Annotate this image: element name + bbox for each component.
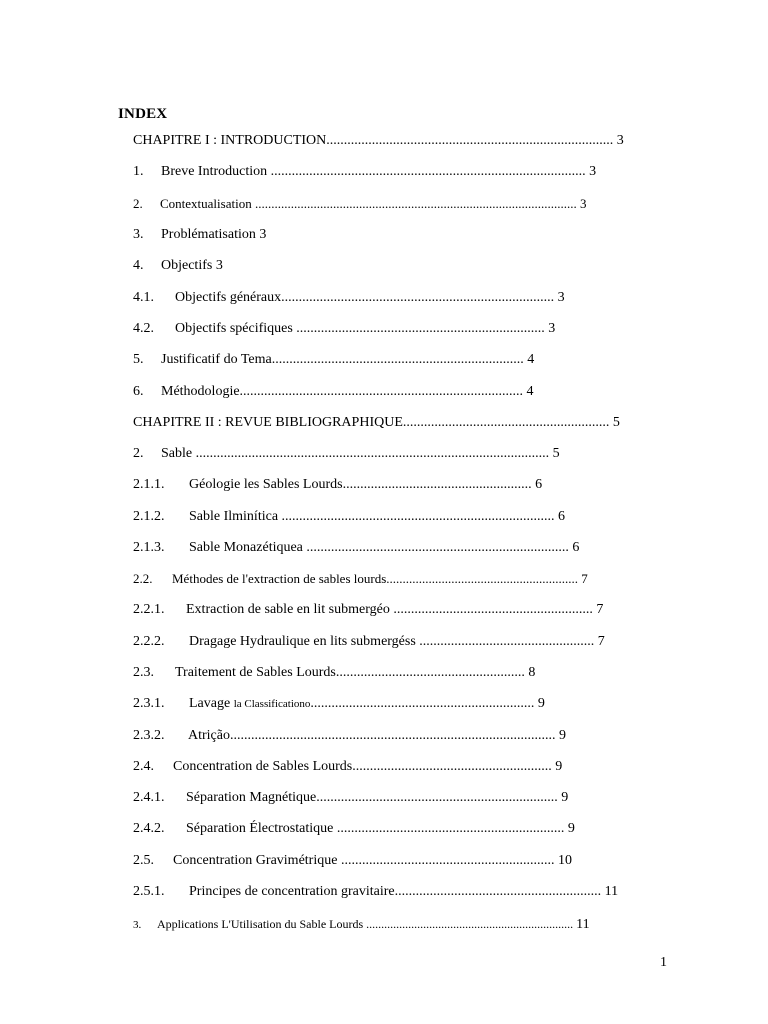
index-title: INDEX	[118, 106, 168, 122]
toc-entry-number: 2.5.1.	[133, 884, 165, 899]
toc-entry-dots: ......................................................	[342, 477, 532, 492]
toc-entry-number: 2.	[133, 196, 143, 211]
toc-entry-dots: ...................................................................................................	[254, 196, 577, 211]
toc-entry-text: Géologie les Sables Lourds	[189, 477, 343, 492]
toc-entry-dots: .............................................................................................	[229, 728, 556, 743]
toc-entry-number: 2.2.1.	[133, 602, 165, 617]
toc-entry-page: 6	[572, 540, 580, 555]
toc-entry-number: 2.4.1.	[133, 790, 165, 805]
toc-entry-1	[133, 163, 596, 181]
toc-entry-page: 6	[535, 477, 543, 492]
toc-entry-number: 3.	[133, 227, 144, 242]
toc-entry-dots: .........................................................	[393, 602, 593, 617]
toc-entry-dots: ........................................................................	[271, 352, 524, 367]
toc-entry-page: 3	[579, 196, 587, 211]
toc-entry-text: Sable Monazétiquea	[189, 540, 303, 555]
toc-entry-text: Dragage Hydraulique en lits submergéss	[189, 634, 416, 649]
toc-entry-dots: ..............................................................................	[281, 509, 555, 524]
toc-entry-page: 7	[597, 634, 605, 649]
toc-entry-number: 2.1.2.	[133, 509, 165, 524]
toc-entry-number: 4.	[133, 258, 144, 273]
toc-entry-page: 9	[561, 790, 569, 805]
toc-entry-dots: ..........................................................................................	[270, 164, 586, 179]
toc-entry-page: 7	[596, 602, 604, 617]
toc-entry-text: Breve Introduction	[161, 164, 268, 179]
toc-entry-3-applications	[133, 915, 590, 934]
toc-entry-dots: ......................................................	[335, 665, 525, 680]
toc-entry-text: Méthodes de l'extraction de sables lourds	[172, 571, 387, 586]
toc-entry-dots: ...........................................................	[386, 571, 579, 586]
toc-entry-number: 2.3.	[133, 665, 154, 680]
toc-entry-number: 6.	[133, 384, 144, 399]
toc-entry-dots: ..................................................................................	[326, 133, 614, 148]
toc-entry-text: Concentration Gravimétrique	[173, 853, 338, 868]
toc-entry-2-sable	[133, 445, 560, 463]
toc-entry-page: 9	[567, 821, 575, 836]
toc-entry-number: 2.2.2.	[133, 634, 165, 649]
toc-entry-page: 4	[527, 352, 535, 367]
toc-entry-page: 3	[548, 321, 556, 336]
toc-entry-text: Lavage	[189, 696, 231, 711]
toc-entry-text: Atrição	[188, 728, 230, 743]
toc-entry-2-5	[133, 852, 572, 870]
toc-entry-2-2	[133, 570, 588, 588]
toc-entry-subtext: la Classificationo	[233, 698, 311, 710]
toc-entry-text: Sable	[161, 446, 193, 461]
toc-entry-number: 4.2.	[133, 321, 154, 336]
toc-entry-text: Concentration de Sables Lourds	[173, 759, 353, 774]
toc-entry-text: CHAPITRE I : INTRODUCTION	[133, 133, 327, 148]
toc-entry-chapitre-2	[133, 414, 620, 432]
toc-entry-2-5-1	[133, 883, 618, 901]
toc-entry-page: 7	[581, 571, 588, 586]
toc-entry-4-2	[133, 320, 555, 338]
toc-entry-2-1-1	[133, 476, 542, 494]
toc-entry-number: 2.4.	[133, 759, 154, 774]
toc-entry-page: 5	[552, 446, 560, 461]
toc-entry-page: 3	[557, 290, 565, 305]
toc-entry-dots: .......................................................................	[296, 321, 545, 336]
toc-entry-dots: .....................................................................	[316, 790, 558, 805]
toc-entry-2-1-3	[133, 539, 579, 557]
toc-entry-2-3	[133, 664, 535, 682]
toc-entry-number: 2.1.1.	[133, 477, 165, 492]
toc-entry-2-2-2	[133, 633, 605, 651]
toc-entry-page: 8	[528, 665, 536, 680]
toc-entry-page: 3	[589, 164, 597, 179]
toc-entry-page: 11	[576, 917, 590, 932]
toc-entry-page: 11	[604, 884, 619, 899]
toc-entry-2-1-2	[133, 508, 565, 526]
toc-entry-number: 2.3.1.	[133, 696, 165, 711]
toc-entry-2-3-2	[133, 727, 566, 745]
toc-entry-6	[133, 383, 534, 401]
toc-entry-number: 2.4.2.	[133, 821, 165, 836]
toc-entry-2-4	[133, 758, 562, 776]
toc-entry-dots: ................................................................	[310, 696, 535, 711]
toc-entry-text: Applications L'Utilisation du Sable Lourds	[157, 917, 364, 931]
toc-entry-text: Traitement de Sables Lourds	[175, 665, 336, 680]
toc-entry-text: Extraction de sable en lit submergéo	[186, 602, 390, 617]
toc-entry-dots: .....................................................................................................	[195, 446, 550, 461]
toc-entry-text: Méthodologie	[161, 384, 240, 399]
toc-entry-text: Séparation Magnétique	[186, 790, 317, 805]
toc-entry-text: Séparation Électrostatique	[186, 821, 334, 836]
toc-entry-5	[133, 351, 534, 369]
toc-entry-page: 9	[555, 759, 563, 774]
page-number: 1	[660, 955, 667, 970]
toc-entry-number: 2.5.	[133, 853, 154, 868]
toc-entry-page: 10	[557, 853, 572, 868]
toc-entry-page: 5	[612, 415, 620, 430]
toc-entry-page: 6	[558, 509, 566, 524]
toc-entry-number: 5.	[133, 352, 144, 367]
toc-entry-dots: .............................................................	[340, 853, 555, 868]
toc-entry-number: 2.3.2.	[133, 728, 165, 743]
toc-entry-dots: ..................................................	[419, 634, 595, 649]
toc-entry-text: Objectifs spécifiques	[175, 321, 293, 336]
toc-entry-text: Problématisation 3	[161, 227, 267, 242]
toc-entry-text: Objectifs généraux	[175, 290, 282, 305]
toc-entry-number: 3.	[133, 919, 142, 931]
toc-entry-3	[133, 226, 266, 244]
toc-entry-2	[133, 195, 586, 213]
toc-entry-text: Principes de concentration gravitaire	[189, 884, 395, 899]
toc-entry-number: 1.	[133, 164, 144, 179]
toc-entry-number: 2.2.	[133, 571, 153, 586]
toc-entry-2-3-1	[133, 695, 545, 713]
toc-entry-dots: .................................................................................	[239, 384, 524, 399]
toc-entry-page: 4	[526, 384, 534, 399]
toc-entry-number: 4.1.	[133, 290, 154, 305]
toc-entry-dots: .....................................................................	[366, 917, 574, 931]
toc-entry-2-4-2	[133, 820, 575, 838]
toc-entry-text: Contextualisation	[160, 196, 252, 211]
toc-entry-2-4-1	[133, 789, 568, 807]
toc-entry-dots: ...........................................................................	[306, 540, 569, 555]
toc-entry-dots: ..............................................................................	[281, 290, 555, 305]
toc-entry-page: 9	[537, 696, 545, 711]
toc-entry-page: 3	[616, 133, 624, 148]
toc-entry-4	[133, 257, 223, 275]
toc-entry-page: 9	[558, 728, 566, 743]
toc-entry-text: CHAPITRE II : REVUE BIBLIOGRAPHIQUE	[133, 415, 403, 430]
toc-entry-number: 2.	[133, 446, 144, 461]
toc-entry-text: Justificatif do Tema	[161, 352, 272, 367]
toc-entry-4-1	[133, 289, 565, 307]
toc-entry-text: Objectifs 3	[161, 258, 223, 273]
toc-entry-dots: ...........................................................	[394, 884, 602, 899]
toc-entry-dots: .........................................................	[352, 759, 552, 774]
toc-entry-chapitre-1	[133, 132, 624, 150]
toc-entry-text: Sable Ilminítica	[189, 509, 279, 524]
toc-entry-dots: .................................................................	[336, 821, 565, 836]
toc-entry-2-2-1	[133, 601, 603, 619]
toc-entry-dots: ...........................................................	[402, 415, 610, 430]
toc-entry-number: 2.1.3.	[133, 540, 165, 555]
